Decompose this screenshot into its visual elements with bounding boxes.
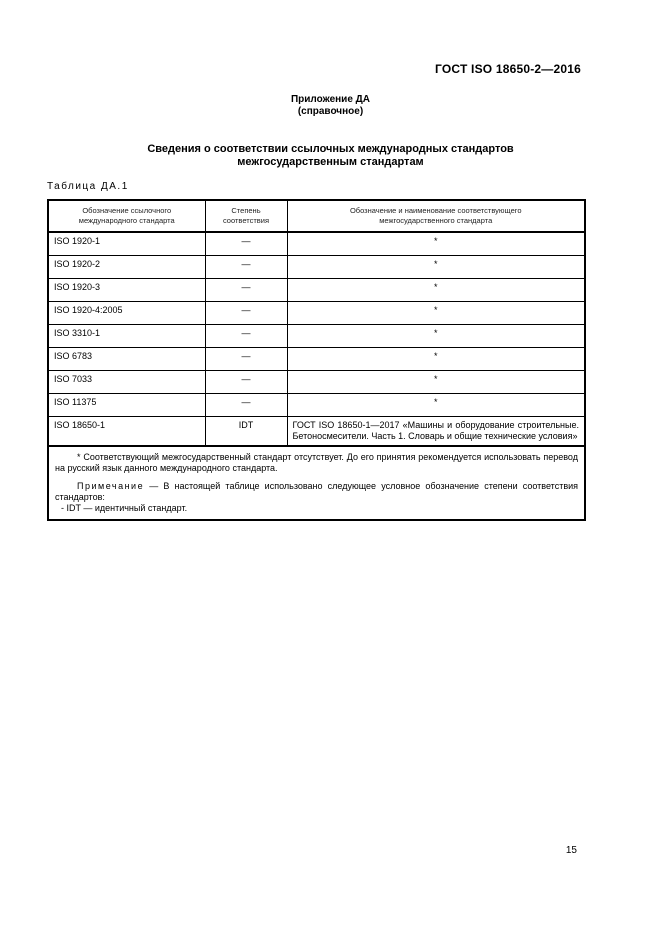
note [55, 481, 578, 503]
correspondence-table [47, 199, 586, 521]
cell-degree: — [205, 279, 287, 302]
section-title-line1: Сведения о соответствии ссылочных международных стандартов [147, 143, 514, 155]
header-text: международного стандарта [78, 216, 175, 225]
cell-degree: — [205, 232, 287, 256]
cell-degree: — [205, 325, 287, 348]
note-text: — В настоящей таблице использовано следующее условное обозначение степени соответствия стандартов: [55, 481, 578, 502]
cell-gost: ГОСТ ISO 18650-1—2017 «Машины и оборудование строительные. Бетоносмесители. Часть 1. Словарь и общие технические условия» [287, 417, 585, 447]
cell-degree: — [205, 394, 287, 417]
cell-degree: — [205, 348, 287, 371]
table-row [48, 279, 585, 302]
section-title [0, 143, 661, 169]
header-interstate-standard [287, 200, 585, 232]
cell-gost: * [287, 348, 585, 371]
cell-standard: ISO 18650-1 [48, 417, 205, 447]
cell-standard: ISO 1920-2 [48, 256, 205, 279]
table-caption: Таблица ДА.1 [47, 181, 129, 192]
table-row [48, 417, 585, 447]
cell-gost: * [287, 279, 585, 302]
header-text: Степень [231, 206, 261, 215]
table-row [48, 348, 585, 371]
cell-degree: — [205, 371, 287, 394]
note-label: Примечание [77, 481, 145, 491]
table-row [48, 394, 585, 417]
header-text: соответствия [222, 216, 270, 225]
table-row [48, 371, 585, 394]
header-text: Обозначение и наименование соответствующего [349, 206, 522, 215]
table-row [48, 256, 585, 279]
annex-type: (справочное) [297, 106, 364, 117]
cell-degree: — [205, 302, 287, 325]
section-title-line2: межгосударственным стандартам [237, 156, 424, 168]
cell-standard: ISO 7033 [48, 371, 205, 394]
header-text: межгосударственного стандарта [379, 216, 493, 225]
cell-standard: ISO 1920-4:2005 [48, 302, 205, 325]
table-notes [48, 446, 585, 520]
table-row [48, 302, 585, 325]
cell-gost: * [287, 256, 585, 279]
table-notes-row [48, 446, 585, 520]
footnote: * Соответствующий межгосударственный стандарт отсутствует. До его принятия рекомендуется использовать перевод на русский язык данного международного стандарта. [55, 452, 578, 473]
header-text: Обозначение ссылочного [82, 206, 172, 215]
note-item: - IDT — идентичный стандарт. [61, 503, 188, 513]
cell-standard: ISO 6783 [48, 348, 205, 371]
header-reference-standard [48, 200, 205, 232]
cell-standard: ISO 1920-1 [48, 232, 205, 256]
table-row [48, 232, 585, 256]
table-header-row [48, 200, 585, 232]
cell-gost: * [287, 232, 585, 256]
cell-gost: * [287, 394, 585, 417]
cell-gost: * [287, 371, 585, 394]
page-number: 15 [565, 845, 577, 856]
annex-title: Приложение ДА [290, 94, 371, 105]
cell-standard: ISO 11375 [48, 394, 205, 417]
header-degree [205, 200, 287, 232]
cell-gost: * [287, 325, 585, 348]
cell-gost: * [287, 302, 585, 325]
cell-standard: ISO 1920-3 [48, 279, 205, 302]
cell-degree: IDT [205, 417, 287, 447]
cell-degree: — [205, 256, 287, 279]
table-row [48, 325, 585, 348]
document-code: ГОСТ ISO 18650-2—2016 [435, 62, 581, 76]
annex-heading [0, 94, 661, 118]
cell-standard: ISO 3310-1 [48, 325, 205, 348]
